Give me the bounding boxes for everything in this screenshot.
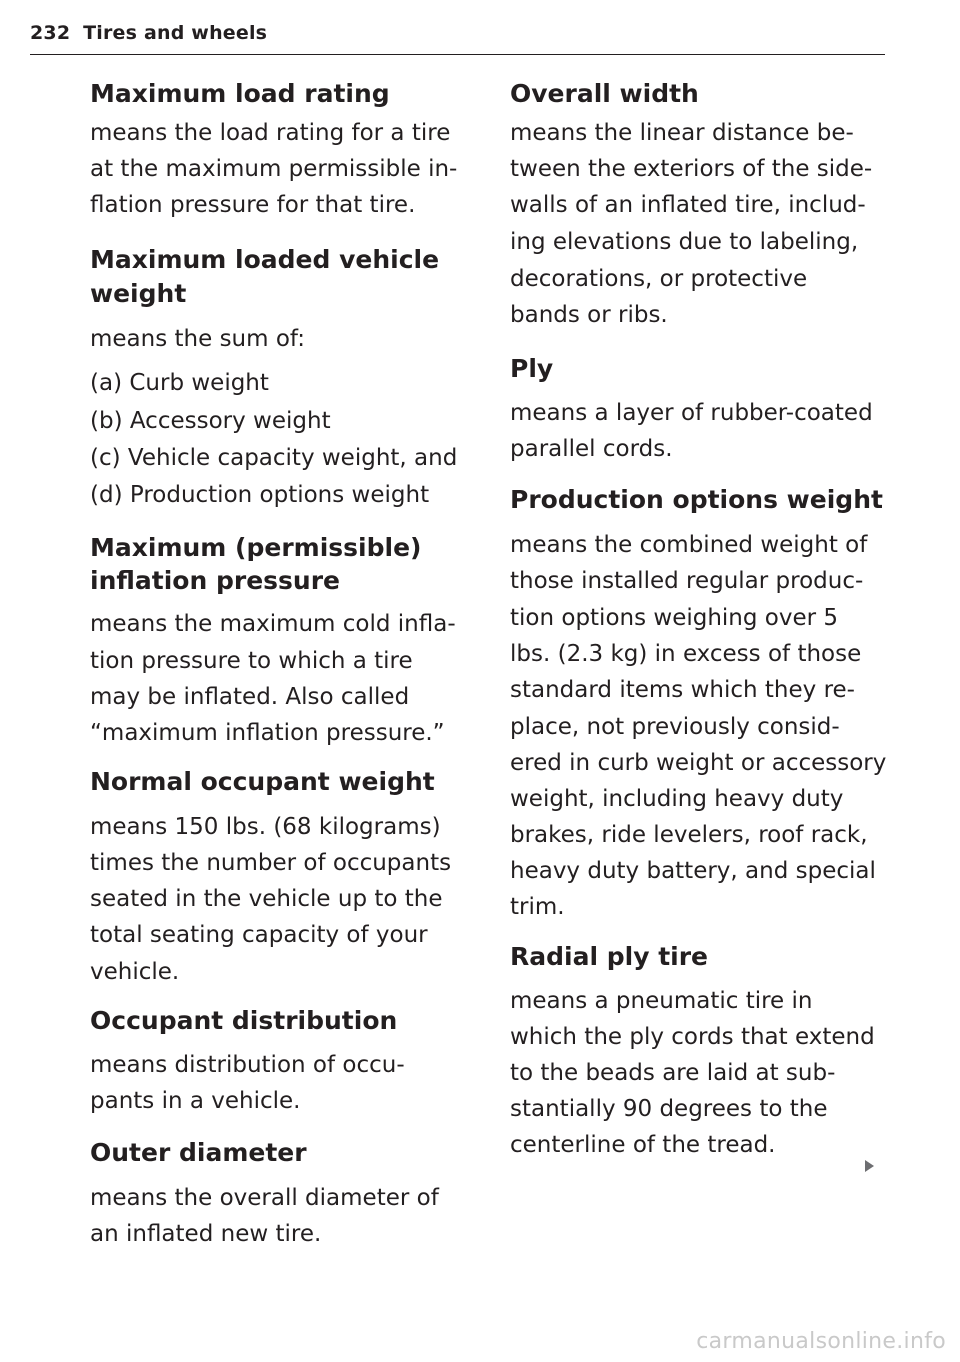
definition-line: vehicle. <box>90 959 180 985</box>
glossary-term: Occupant distribution <box>90 1006 398 1035</box>
definition-line: means distribution of occu- <box>90 1052 405 1078</box>
definition-line: ered in curb weight or accessory <box>510 750 887 776</box>
definition-line: flation pressure for that tire. <box>90 192 416 218</box>
definition-line: means the sum of: <box>90 326 305 352</box>
section-title: Tires and wheels <box>83 22 268 44</box>
definition-line: weight, including heavy duty <box>510 786 844 812</box>
definition-line: walls of an inflated tire, includ- <box>510 192 866 218</box>
definition-line: centerline of the tread. <box>510 1132 776 1158</box>
glossary-term: weight <box>90 279 187 308</box>
definition-line: (d) Production options weight <box>90 482 430 508</box>
definition-line: tion pressure to which a tire <box>90 648 413 674</box>
definition-line: may be inflated. Also called <box>90 684 410 710</box>
definition-line: decorations, or protective <box>510 266 808 292</box>
definition-line: means 150 lbs. (68 kilograms) <box>90 814 441 840</box>
definition-line: means a layer of rubber-coated <box>510 400 873 426</box>
definition-line: lbs. (2.3 kg) in excess of those <box>510 641 862 667</box>
definition-line: which the ply cords that extend <box>510 1024 875 1050</box>
definition-line: “maximum inflation pressure.” <box>90 720 445 746</box>
definition-line: brakes, ride levelers, roof rack, <box>510 822 868 848</box>
glossary-term: Outer diameter <box>90 1138 307 1167</box>
glossary-term: Normal occupant weight <box>90 767 435 796</box>
definition-line: means the load rating for a tire <box>90 120 451 146</box>
glossary-term: Maximum (permissible) <box>90 533 422 562</box>
definition-line: heavy duty battery, and special <box>510 858 876 884</box>
definition-line: means the overall diameter of <box>90 1185 439 1211</box>
glossary-term: Ply <box>510 354 554 383</box>
definition-line: parallel cords. <box>510 436 673 462</box>
page-header <box>30 22 885 55</box>
definition-line: stantially 90 degrees to the <box>510 1096 828 1122</box>
definition-line: tion options weighing over 5 <box>510 605 839 631</box>
definition-line: times the number of occupants <box>90 850 452 876</box>
definition-line: total seating capacity of your <box>90 922 428 948</box>
definition-line: at the maximum permissible in- <box>90 156 458 182</box>
definition-line: means the linear distance be- <box>510 120 854 146</box>
definition-line: means the combined weight of <box>510 532 868 558</box>
definition-line: (a) Curb weight <box>90 370 269 396</box>
definition-line: means a pneumatic tire in <box>510 988 813 1014</box>
definition-line: tween the exteriors of the side- <box>510 156 873 182</box>
definition-line: trim. <box>510 894 565 920</box>
definition-line: (c) Vehicle capacity weight, and <box>90 445 458 471</box>
glossary-term: inflation pressure <box>90 566 340 595</box>
glossary-term: Radial ply tire <box>510 942 708 971</box>
definition-line: seated in the vehicle up to the <box>90 886 443 912</box>
definition-line: bands or ribs. <box>510 302 668 328</box>
definition-line: place, not previously consid- <box>510 714 840 740</box>
glossary-term: Maximum load rating <box>90 79 390 108</box>
definition-line: pants in a vehicle. <box>90 1088 301 1114</box>
continue-triangle-icon <box>865 1160 874 1172</box>
page-number: 232 <box>30 22 71 44</box>
glossary-term: Production options weight <box>510 485 883 514</box>
definition-line: (b) Accessory weight <box>90 408 331 434</box>
definition-line: those installed regular produc- <box>510 568 864 594</box>
definition-line: ing elevations due to labeling, <box>510 229 859 255</box>
watermark: carmanualsonline.info <box>696 1329 946 1354</box>
definition-line: means the maximum cold infla- <box>90 611 456 637</box>
definition-line: to the beads are laid at sub- <box>510 1060 836 1086</box>
definition-line: an inflated new tire. <box>90 1221 322 1247</box>
glossary-term: Overall width <box>510 79 699 108</box>
glossary-term: Maximum loaded vehicle <box>90 245 440 274</box>
definition-line: standard items which they re- <box>510 677 855 703</box>
